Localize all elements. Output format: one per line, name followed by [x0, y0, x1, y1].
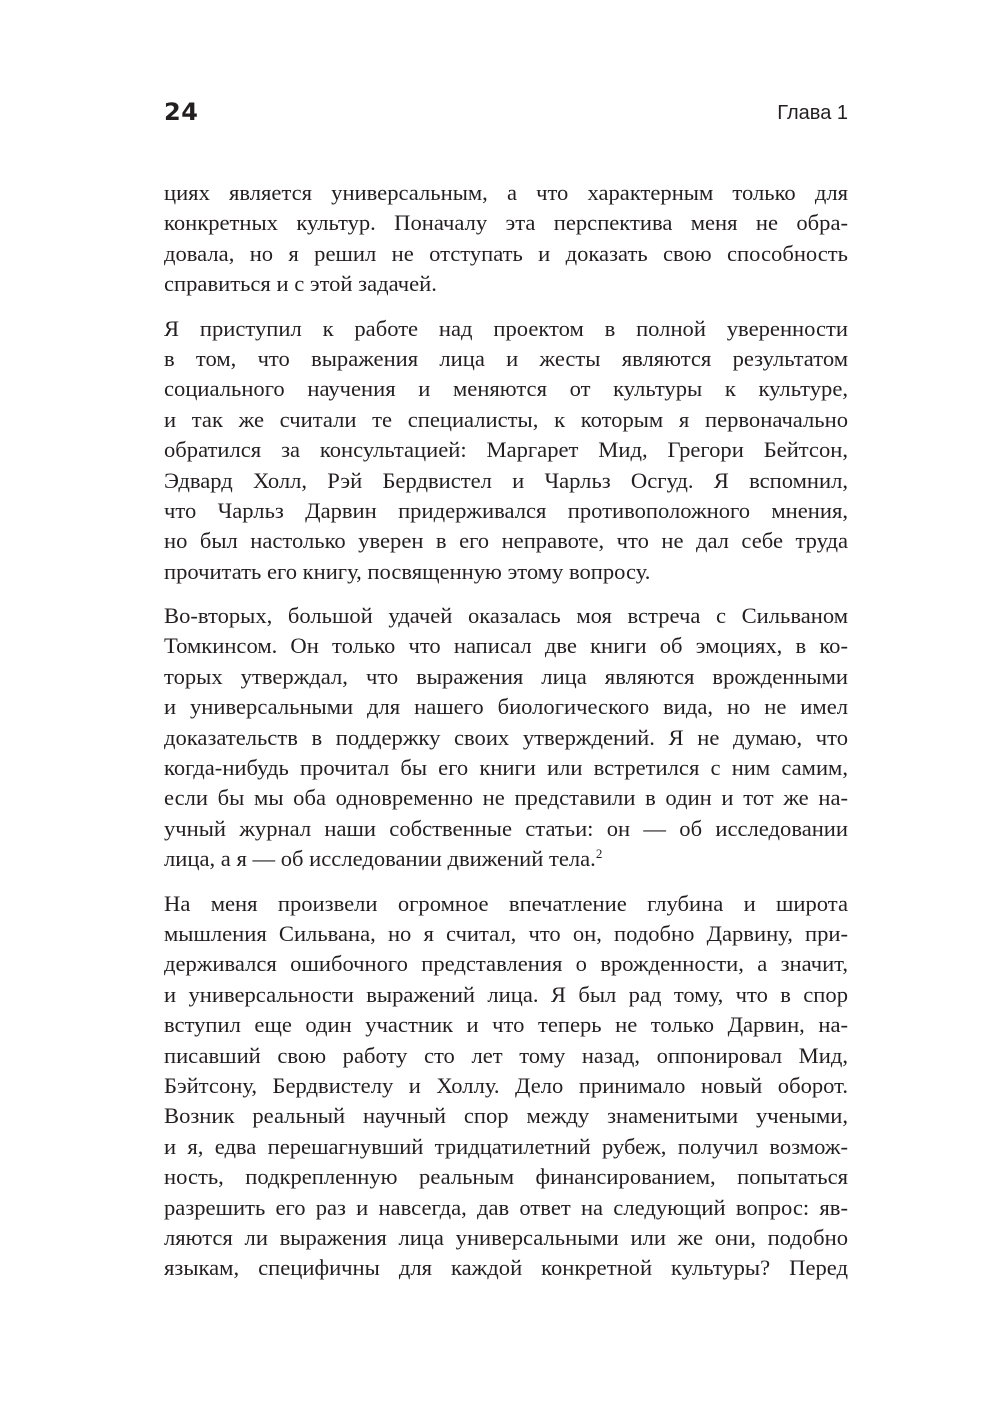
text-line: социального научения и меняются от культуры к культуре, — [164, 376, 848, 402]
text-line: писавший свою работу сто лет тому назад, оппонировал Мид, — [164, 1042, 848, 1068]
text-line: языкам, специфичны для каждой конкретной культуры? Перед — [164, 1255, 848, 1281]
text-line: и я, едва перешагнувший тридцатилетний рубеж, получил возмож- — [164, 1133, 848, 1159]
text-line: Эдвард Холл, Рэй Бердвистел и Чарльз Осгуд. Я вспомнил, — [164, 467, 848, 493]
text-line: вступил еще один участник и что теперь не только Дарвин, на- — [164, 1012, 848, 1038]
text-line: когда-нибудь прочитал бы его книги или встретился с ним самим, — [164, 755, 848, 781]
paragraph — [164, 178, 848, 300]
text-line: в том, что выражения лица и жесты являются результатом — [164, 345, 848, 371]
text-line: Возник реальный научный спор между знаменитыми учеными, — [164, 1103, 848, 1129]
text-line: Во-вторых, большой удачей оказалась моя встреча с Сильваном — [164, 603, 848, 629]
paragraph — [164, 889, 848, 1284]
text-line: циях является универсальным, а что характерным только для — [164, 180, 848, 205]
text-line: конкретных культур. Поначалу эта перспектива меня не обра- — [164, 210, 848, 236]
text-line: и универсальности выражений лица. Я был рад тому, что в спор — [164, 981, 848, 1007]
text-line: что Чарльз Дарвин придерживался противоположного мнения, — [164, 497, 848, 523]
text-line: если бы мы оба одновременно не представили в один и тот же на- — [164, 785, 848, 811]
text-line: обратился за консультацией: Маргарет Мид, Грегори Бейтсон, — [164, 437, 848, 463]
text-line: Бэйтсону, Бердвистелу и Холлу. Дело принимало новый оборот. — [164, 1072, 848, 1098]
text-line: но был настолько уверен в его неправоте, что не дал себе труда — [164, 528, 848, 554]
text-line: Я приступил к работе над проектом в полной уверенности — [164, 315, 848, 341]
text-line — [164, 844, 848, 874]
text-line: ляются ли выражения лица универсальными или же они, подобно — [164, 1224, 848, 1250]
text-line: торых утверждал, что выражения лица являются врожденными — [164, 663, 848, 689]
body-text — [164, 178, 848, 1298]
page-number: 24 — [164, 98, 199, 126]
text-line: держивался ошибочного представления о врожденности, а значит, — [164, 951, 848, 977]
text-line: На меня произвели огромное впечатление глубина и широта — [164, 890, 848, 916]
chapter-title: Глава 1 — [777, 102, 848, 124]
text-line-content: лица, а я — об исследовании движений тела. — [164, 846, 596, 872]
text-line: довала, но я решил не отступать и доказать свою способность — [164, 240, 848, 266]
text-line: разрешить его раз и навсегда, дав ответ на следующий вопрос: яв- — [164, 1194, 848, 1220]
text-line: и так же считали те специалисты, к которым я первоначально — [164, 406, 848, 432]
text-line: справиться и с этой задачей. — [164, 271, 437, 297]
paragraph — [164, 314, 848, 588]
footnote-reference[interactable]: 2 — [595, 846, 603, 862]
text-line: учный журнал наши собственные статьи: он — об исследовании — [164, 815, 848, 841]
text-line: мышления Сильвана, но я считал, что он, подобно Дарвину, при- — [164, 920, 848, 946]
text-line: прочитать его книгу, посвященную этому вопросу. — [164, 558, 651, 584]
text-line: доказательств в поддержку своих утверждений. Я не думаю, что — [164, 724, 848, 750]
text-line: Томкинсом. Он только что написал две книги об эмоциях, в ко- — [164, 633, 848, 659]
paragraph — [164, 601, 848, 875]
text-line: и универсальными для нашего биологического вида, но не имел — [164, 694, 848, 720]
text-line: ность, подкрепленную реальным финансированием, попытаться — [164, 1164, 848, 1190]
